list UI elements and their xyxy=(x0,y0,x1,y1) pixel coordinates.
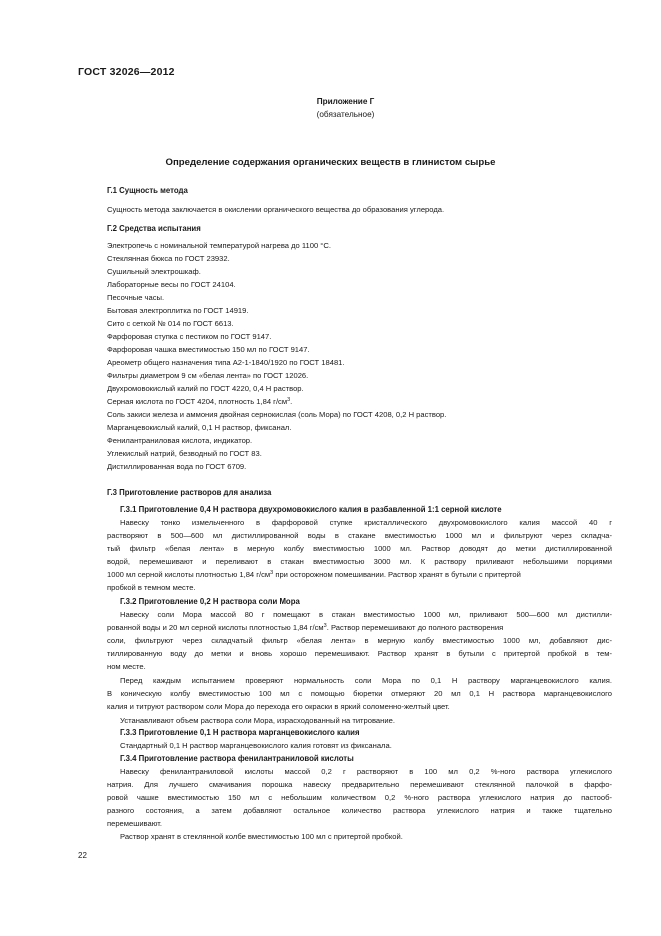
paragraph-text: рованной воды и 20 мл серной кислоты плотностью 1,84 г/см xyxy=(107,623,324,632)
paragraph-line xyxy=(107,570,521,579)
equipment-item: Фильтры диаметром 9 см «белая лента» по ГОСТ 12026. xyxy=(107,371,309,380)
paragraph-line: Стандартный 0,1 Н раствор марганцевокислого калия готовят из фиксанала. xyxy=(120,741,392,750)
paragraph-line: ровой чашке вместимостью 150 мл с небольшим количеством 0,2 %-ного раствора углекислого натрия до пастооб- xyxy=(107,793,612,802)
subsection-g34-heading: Г.3.4 Приготовление раствора фенилантраниловой кислоты xyxy=(120,754,354,763)
section-g1-heading: Г.1 Сущность метода xyxy=(107,186,188,195)
appendix-note: (обязательное) xyxy=(316,110,375,119)
equipment-item: Двухромовокислый калий по ГОСТ 4220, 0,4 Н раствор. xyxy=(107,384,304,393)
section-g2-heading: Г.2 Средства испытания xyxy=(107,224,201,233)
paragraph-line: пробкой в темном месте. xyxy=(107,583,196,592)
equipment-item: Фарфоровая ступка с пестиком по ГОСТ 9147. xyxy=(107,332,272,341)
paragraph-line: калия и титруют раствором соли Мора до перехода его окраски в яркий соломенно-желтый цвет. xyxy=(107,702,450,711)
paragraph-line: Перед каждым испытанием проверяют нормальность соли Мора по 0,1 Н раствору марганцевокислого калия. xyxy=(120,676,612,685)
equipment-item: Сито с сеткой № 014 по ГОСТ 6613. xyxy=(107,319,234,328)
paragraph-line xyxy=(107,623,503,632)
paragraph-line: ном месте. xyxy=(107,662,146,671)
equipment-item-text: Серная кислота по ГОСТ 4204, плотность 1,84 г/см xyxy=(107,397,288,406)
period: . xyxy=(290,397,293,406)
paragraph-line: тый фильтр «белая лента» в мерную колбу вместимостью 1000 мл. Раствор доводят до метки дистиллированной xyxy=(107,544,612,553)
paragraph-line: растворяют в 500—600 мл дистиллированной воды в стакане вместимостью 1000 мл и фильтруют через складча- xyxy=(107,531,612,540)
page-number: 22 xyxy=(78,851,87,860)
equipment-item: Дистиллированная вода по ГОСТ 6709. xyxy=(107,462,247,471)
equipment-item: Стеклянная бюкса по ГОСТ 23932. xyxy=(107,254,230,263)
equipment-item: Песочные часы. xyxy=(107,293,165,302)
paragraph-line: В коническую колбу вместимостью 100 мл с помощью бюретки отмеряют 20 мл 0,1 Н раствора марганцевокислого xyxy=(107,689,612,698)
paragraph-line: соли, фильтруют через складчатый фильтр «белая лента» в мерную колбу вместимостью 1000 мл, добавляют дис- xyxy=(107,636,612,645)
appendix-label: Приложение Г xyxy=(316,97,375,106)
equipment-item xyxy=(107,397,292,406)
paragraph-line: перемешивают. xyxy=(107,819,163,828)
annex-title: Определение содержания органических веществ в глинистом сырье xyxy=(165,157,496,168)
paragraph-line: Навеску соли Мора массой 80 г помещают в стакан вместимостью 1000 мл, приливают 500—600 мл дистилли- xyxy=(120,610,612,619)
equipment-item: Соль закиси железа и аммония двойная сернокислая (соль Мора) по ГОСТ 4208, 0,2 Н раствор. xyxy=(107,410,447,419)
equipment-item: Бытовая электроплитка по ГОСТ 14919. xyxy=(107,306,249,315)
superscript: 3 xyxy=(270,570,274,576)
section-g1-text: Сущность метода заключается в окислении органического вещества до образования углерода. xyxy=(107,205,445,214)
equipment-item: Фарфоровая чашка вместимостью 150 мл по ГОСТ 9147. xyxy=(107,345,310,354)
equipment-item: Марганцевокислый калий, 0,1 Н раствор, фиксанал. xyxy=(107,423,292,432)
superscript: 3 xyxy=(287,397,291,403)
superscript: 3 xyxy=(323,623,327,629)
section-g3-heading: Г.3 Приготовление растворов для анализа xyxy=(107,488,272,497)
equipment-item: Фенилантраниловая кислота, индикатор. xyxy=(107,436,253,445)
paragraph-line: тиллированную воду до метки и вновь хорошо перемешивают. Раствор хранят в бутыли с притертой пробкой в тем- xyxy=(107,649,612,658)
paragraph-line: разного состояния, а затем добавляют остальное количество раствора углекислого натрия и также тщательно xyxy=(107,806,612,815)
equipment-item: Ареометр общего назначения типа А2-1-1840/1920 по ГОСТ 18481. xyxy=(107,358,345,367)
paragraph-text: при осторожном помешивании. Раствор хранят в бутыли с притертой xyxy=(273,570,521,579)
subsection-g31-heading: Г.3.1 Приготовление 0,4 Н раствора двухромовокислого калия в разбавленной 1:1 серной кислоте xyxy=(120,505,502,514)
paragraph-line: Раствор хранят в стеклянной колбе вместимостью 100 мл с притертой пробкой. xyxy=(120,832,403,841)
paragraph-line: Навеску фенилантраниловой кислоты массой 0,2 г растворяют в 100 мл 0,2 %-ного раствора углекислого xyxy=(120,767,612,776)
subsection-g32-heading: Г.3.2 Приготовление 0,2 Н раствора соли Мора xyxy=(120,597,300,606)
equipment-item: Сушильный электрошкаф. xyxy=(107,267,201,276)
paragraph-line: Устанавливают объем раствора соли Мора, израсходованный на титрование. xyxy=(120,716,395,725)
equipment-item: Электропечь с номинальной температурой нагрева до 1100 °С. xyxy=(107,241,331,250)
standard-header: ГОСТ 32026—2012 xyxy=(78,66,175,78)
equipment-item: Углекислый натрий, безводный по ГОСТ 83. xyxy=(107,449,262,458)
equipment-item: Лабораторные весы по ГОСТ 24104. xyxy=(107,280,236,289)
subsection-g33-heading: Г.3.3 Приготовление 0,1 Н раствора марганцевокислого калия xyxy=(120,728,360,737)
paragraph-line: водой, перемешивают и переливают в стакан вместимостью 3000 мл. К раствору приливают небольшими порциями xyxy=(107,557,612,566)
paragraph-line: Навеску тонко измельченного в фарфоровой ступке кристаллического двухромовокислого калия массой 40 г xyxy=(120,518,612,527)
paragraph-text: . Раствор перемешивают до полного растворения xyxy=(326,623,504,632)
paragraph-text: 1000 мл серной кислоты плотностью 1,84 г/см xyxy=(107,570,271,579)
paragraph-line: натрия. Для лучшего смачивания порошка навеску предварительно перемешивают стеклянной палочкой в фарфо- xyxy=(107,780,612,789)
